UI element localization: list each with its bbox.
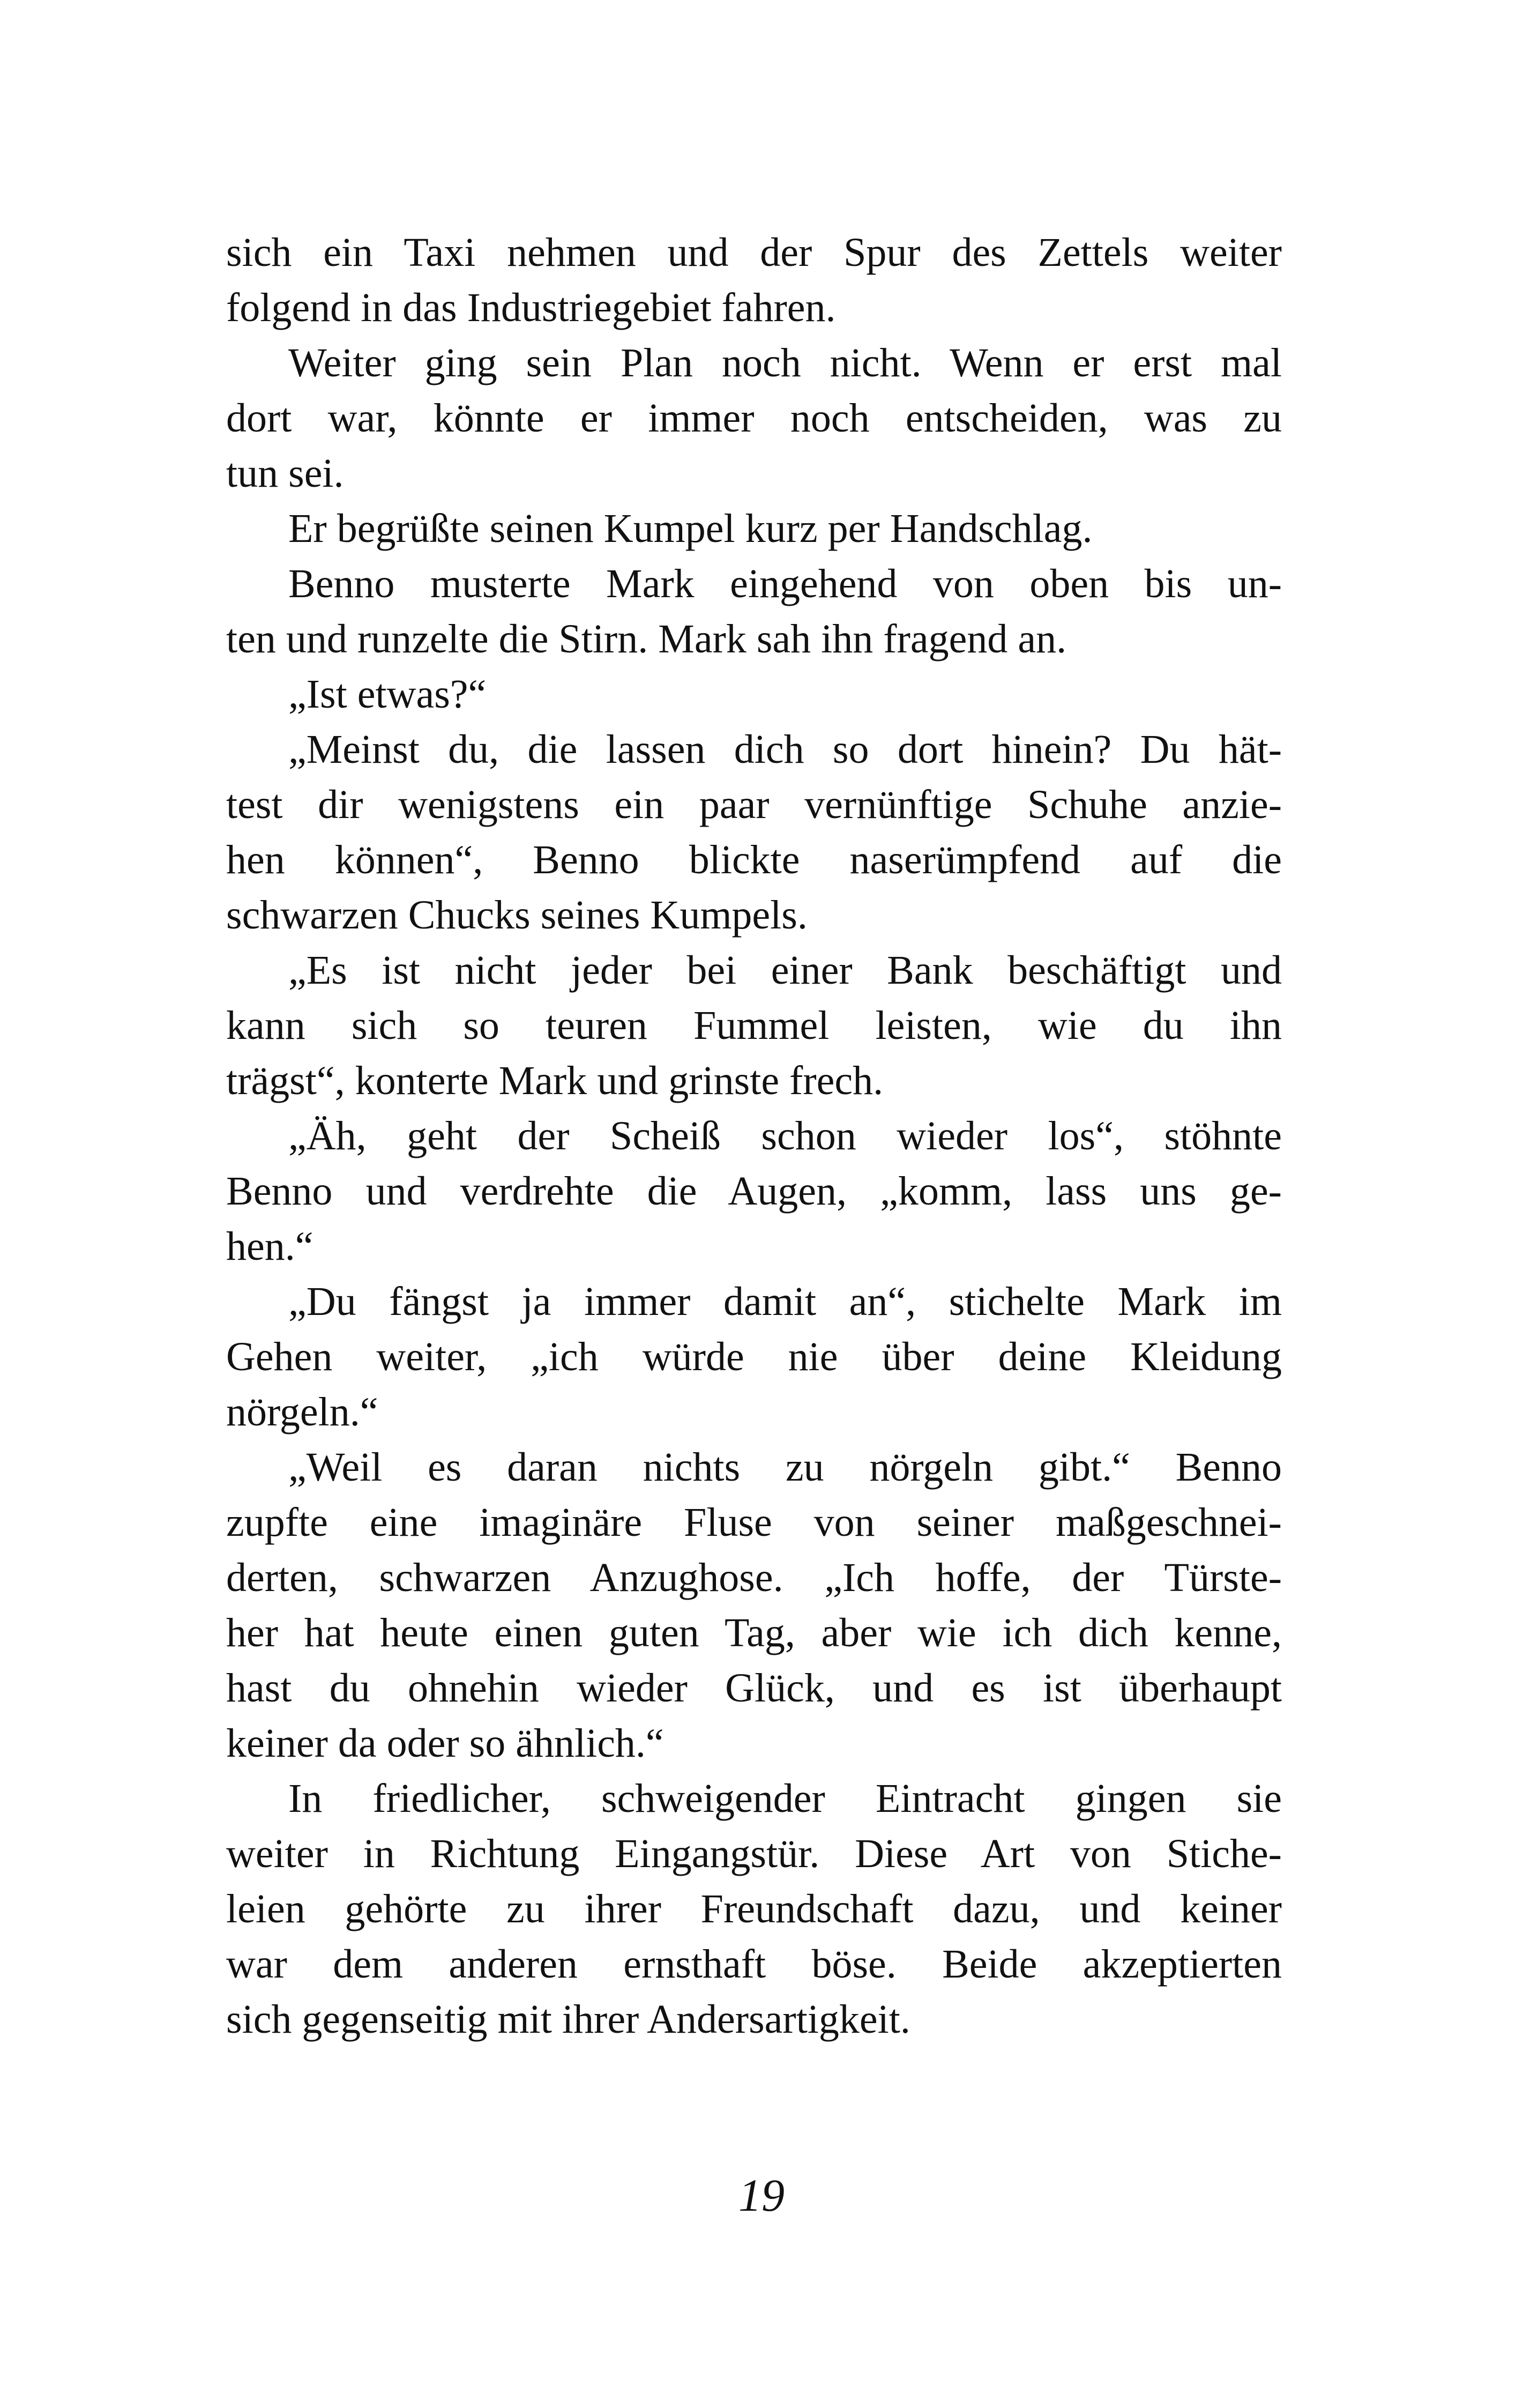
text-line: Gehen weiter, „ich würde nie über deine Kleidung: [226, 1334, 1282, 1379]
text-line: derten, schwarzen Anzughose. „Ich hoffe, der Türste-: [226, 1555, 1282, 1600]
page-number: 19: [738, 2169, 785, 2221]
text-line: In friedlicher, schweigender Eintracht gingen sie: [288, 1776, 1282, 1821]
text-line: sich gegenseitig mit ihrer Andersartigkeit.: [226, 1997, 910, 2042]
text-line: kann sich so teuren Fummel leisten, wie du ihn: [226, 1003, 1282, 1048]
text-line: zupfte eine imaginäre Fluse von seiner maßgeschnei-: [226, 1500, 1282, 1545]
text-line: hast du ohnehin wieder Glück, und es ist überhaupt: [226, 1666, 1282, 1711]
text-line: „Äh, geht der Scheiß schon wieder los“, stöhnte: [288, 1113, 1282, 1158]
text-line: weiter in Richtung Eingangstür. Diese Art von Stiche-: [226, 1831, 1282, 1876]
text-line: keiner da oder so ähnlich.“: [226, 1721, 664, 1766]
text-line: sich ein Taxi nehmen und der Spur des Zettels weiter: [226, 230, 1282, 275]
text-line: „Ist etwas?“: [288, 672, 487, 717]
text-line: Er begrüßte seinen Kumpel kurz per Handschlag.: [288, 506, 1093, 551]
text-line: tun sei.: [226, 451, 344, 496]
text-line: „Meinst du, die lassen dich so dort hinein? Du hät-: [288, 727, 1282, 772]
text-line: leien gehörte zu ihrer Freundschaft dazu, und keiner: [226, 1886, 1282, 1931]
text-line: her hat heute einen guten Tag, aber wie ich dich kenne,: [226, 1610, 1282, 1655]
text-line: hen.“: [226, 1224, 313, 1269]
text-line: dort war, könnte er immer noch entscheiden, was zu: [226, 396, 1282, 441]
text-line: nörgeln.“: [226, 1389, 378, 1435]
text-line: ten und runzelte die Stirn. Mark sah ihn fragend an.: [226, 616, 1067, 662]
text-line: Benno musterte Mark eingehend von oben bis un-: [288, 561, 1282, 606]
text-line: „Weil es daran nichts zu nörgeln gibt.“ Benno: [288, 1445, 1282, 1490]
text-line: war dem anderen ernsthaft böse. Beide akzeptierten: [226, 1942, 1282, 1987]
text-line: test dir wenigstens ein paar vernünftige Schuhe anzie-: [226, 782, 1282, 827]
text-line: trägst“, konterte Mark und grinste frech.: [226, 1058, 884, 1103]
text-line: hen können“, Benno blickte naserümpfend auf die: [226, 837, 1282, 882]
text-line: folgend in das Industriegebiet fahren.: [226, 285, 836, 330]
text-line: „Es ist nicht jeder bei einer Bank beschäftigt und: [288, 948, 1282, 993]
text-line: „Du fängst ja immer damit an“, stichelte Mark im: [288, 1279, 1282, 1324]
body-text: [226, 225, 1282, 2047]
text-line: Weiter ging sein Plan noch nicht. Wenn er erst mal: [288, 340, 1282, 385]
text-line: schwarzen Chucks seines Kumpels.: [226, 893, 808, 938]
text-line: Benno und verdrehte die Augen, „komm, lass uns ge-: [226, 1169, 1282, 1214]
